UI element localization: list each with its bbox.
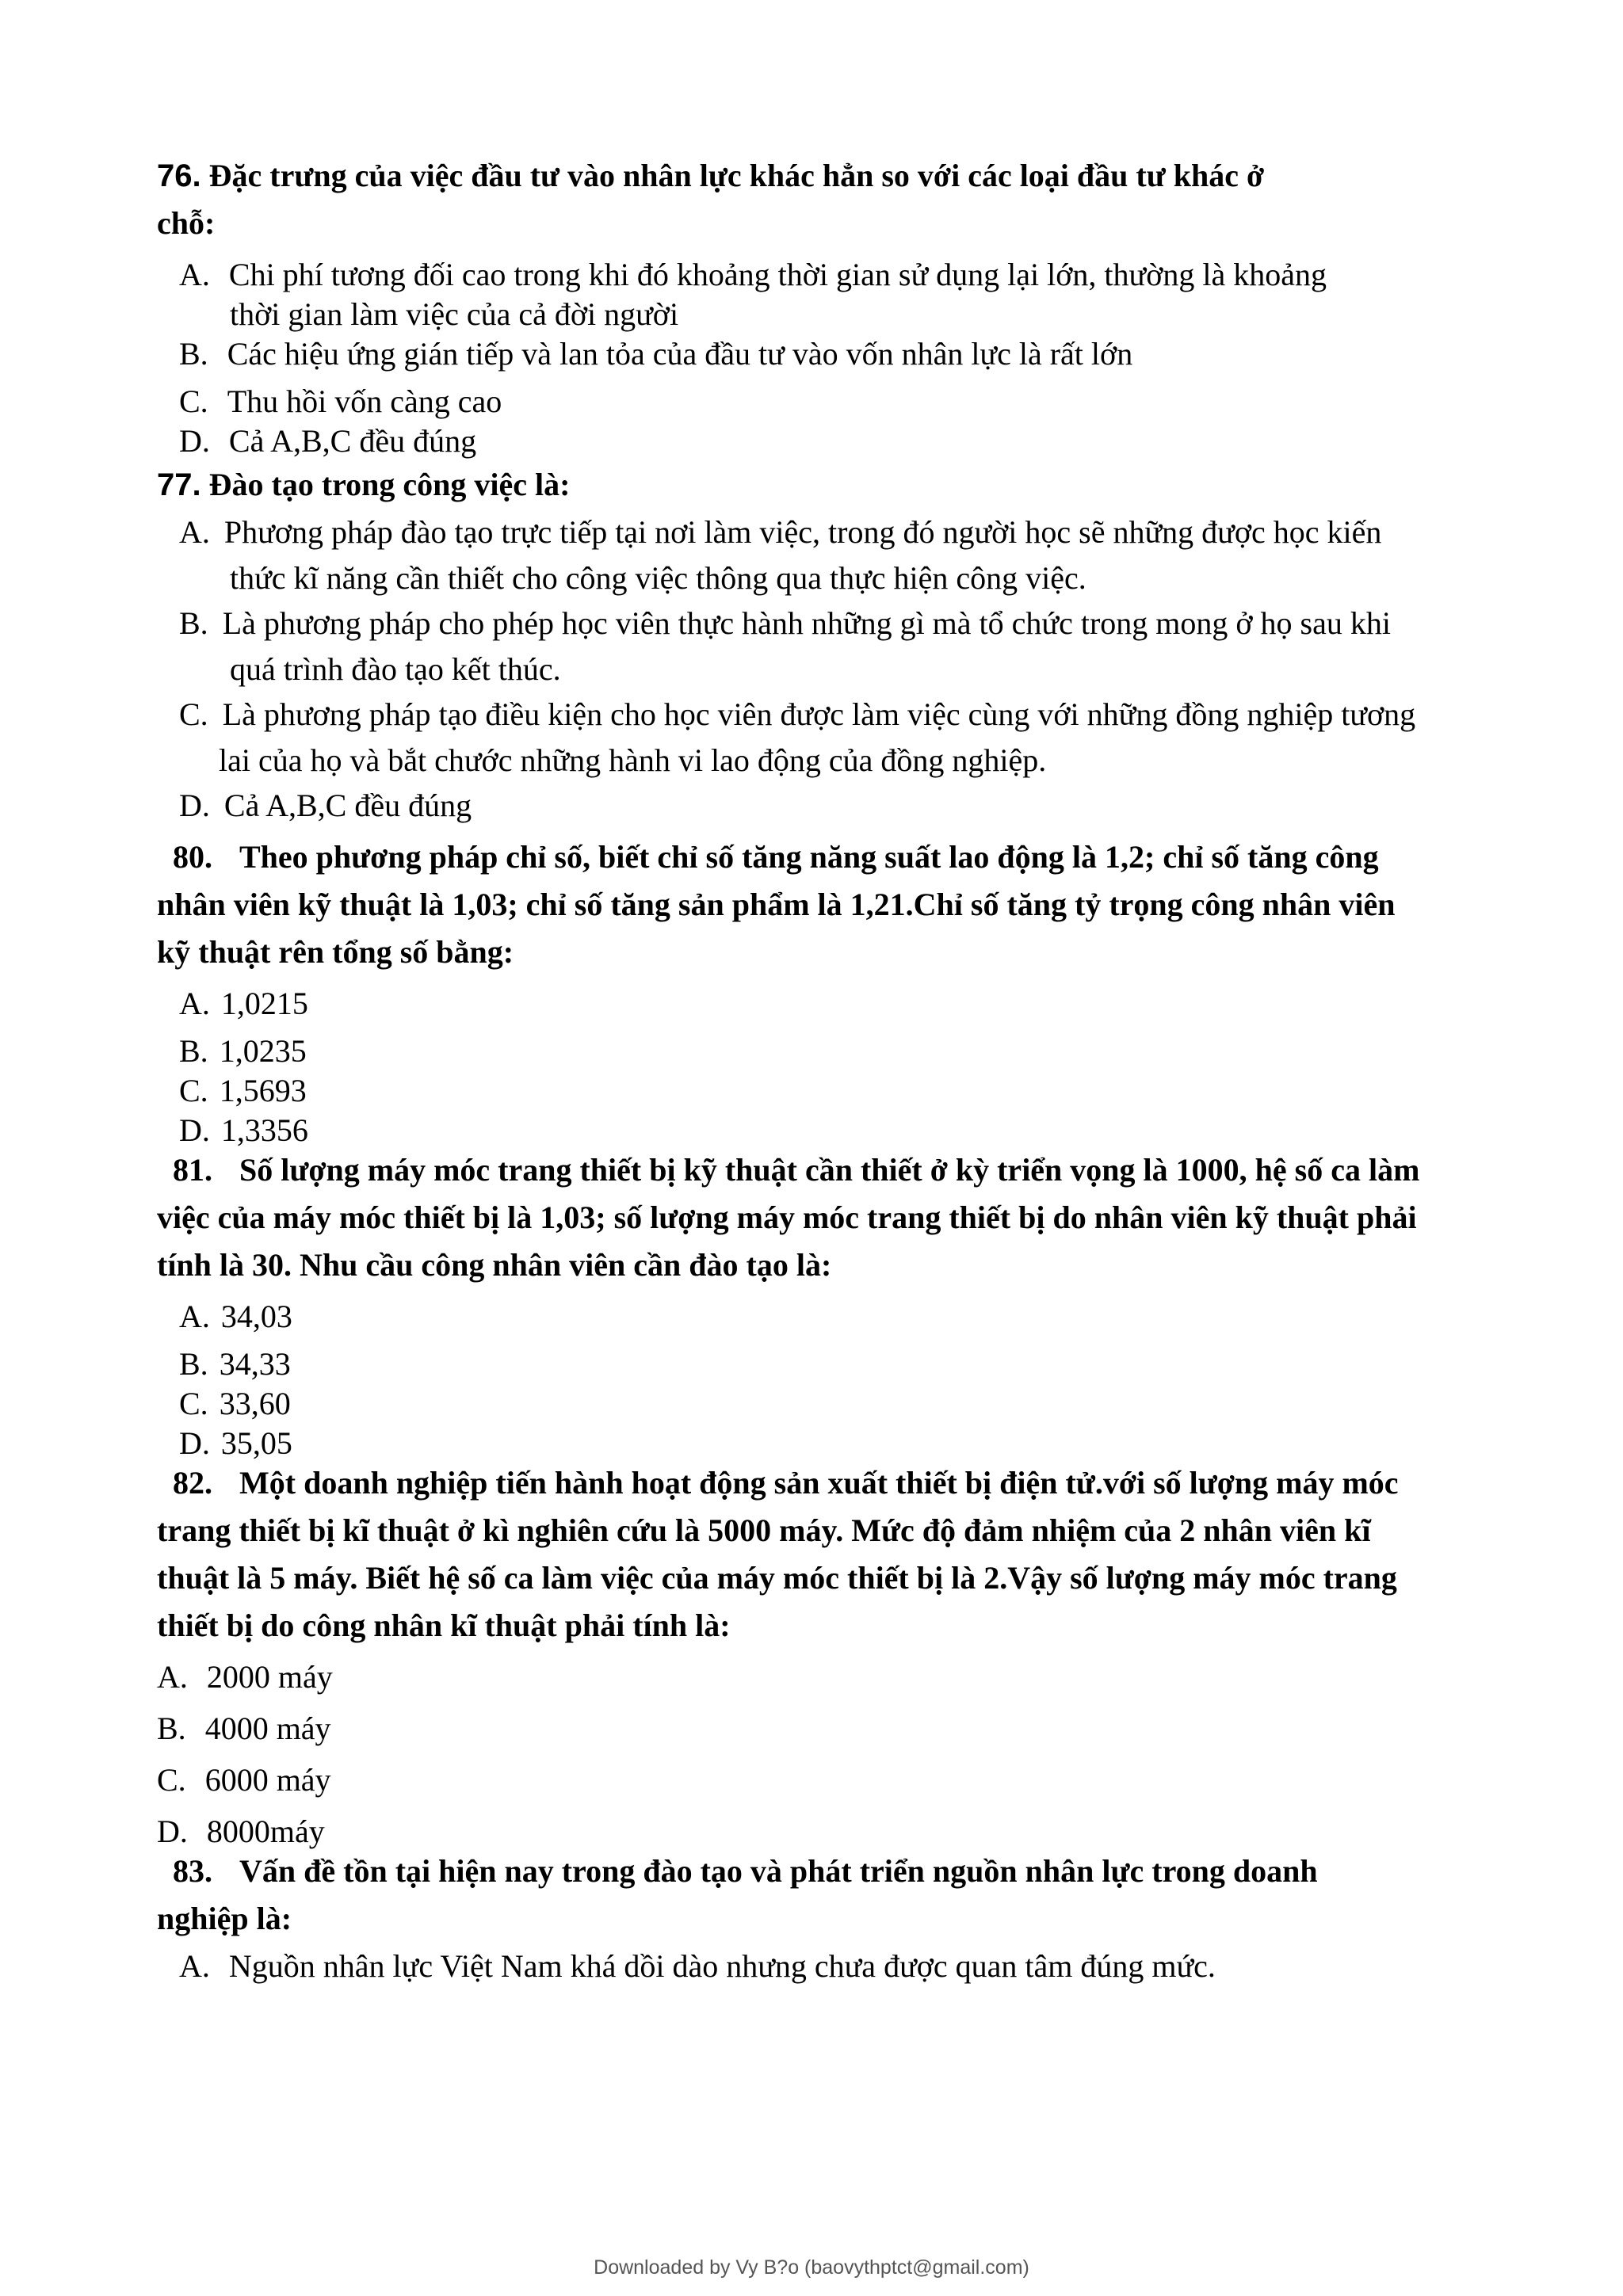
question-text: thiết bị do công nhân kĩ thuật phải tính là:	[157, 1608, 731, 1643]
question-text: Số lượng máy móc trang thiết bị kỹ thuật cần thiết ở kỳ triển vọng là 1000, hệ số ca làm	[239, 1152, 1420, 1188]
option-82-c[interactable]	[157, 1760, 331, 1800]
option-letter: C.	[179, 383, 208, 419]
option-text: 6000 máy	[204, 1762, 331, 1798]
option-82-a[interactable]	[157, 1657, 333, 1697]
option-80-c[interactable]	[179, 1071, 307, 1111]
option-77-a[interactable]	[179, 513, 1381, 552]
option-text: Thu hồi vốn càng cao	[227, 383, 502, 419]
option-text: 34,33	[219, 1346, 291, 1382]
question-number: 83.	[173, 1853, 212, 1889]
option-text: Cả A,B,C đều đúng	[228, 423, 477, 459]
option-text: 1,5693	[219, 1073, 307, 1108]
option-letter: B.	[179, 605, 208, 641]
option-80-a[interactable]	[179, 984, 308, 1024]
question-number: 82.	[173, 1465, 212, 1501]
option-letter: D.	[179, 423, 210, 459]
option-text: 33,60	[219, 1386, 291, 1421]
question-number: 81.	[173, 1152, 212, 1188]
question-text: thuật là 5 máy. Biết hệ số ca làm việc của máy móc thiết bị là 2.Vậy số lượng máy móc trang	[157, 1560, 1397, 1596]
option-letter: B.	[179, 336, 208, 372]
option-76-b[interactable]	[179, 334, 1132, 374]
question-number: 76.	[157, 158, 201, 193]
option-letter: D.	[179, 788, 210, 823]
option-text: Nguồn nhân lực Việt Nam khá dồi dào nhưng chưa được quan tâm đúng mức.	[228, 1948, 1216, 1984]
question-number: 77.	[157, 467, 201, 502]
option-text: 2000 máy	[206, 1659, 333, 1695]
option-text: 1,0235	[219, 1033, 307, 1069]
option-letter: A.	[179, 1948, 210, 1984]
option-letter: C.	[179, 1386, 208, 1421]
question-text: Vấn đề tồn tại hiện nay trong đào tạo và phát triển nguồn nhân lực trong doanh	[239, 1853, 1318, 1889]
option-76-a[interactable]	[179, 255, 1327, 295]
question-text: Theo phương pháp chỉ số, biết chỉ số tăng năng suất lao động là 1,2; chỉ số tăng công	[239, 839, 1379, 875]
option-letter: A.	[179, 986, 210, 1021]
option-text: 8000máy	[206, 1814, 325, 1849]
question-text: trang thiết bị kĩ thuật ở kì nghiên cứu là 5000 máy. Mức độ đảm nhiệm của 2 nhân viên kĩ	[157, 1512, 1371, 1548]
option-letter: D.	[179, 1112, 210, 1148]
option-82-b[interactable]	[157, 1709, 331, 1749]
option-text: 1,3356	[220, 1112, 308, 1148]
option-letter: C.	[179, 1073, 208, 1108]
option-83-a[interactable]	[179, 1947, 1216, 1986]
option-letter: C.	[157, 1762, 186, 1798]
option-text: 35,05	[220, 1425, 292, 1461]
option-letter: A.	[179, 257, 210, 292]
option-text: Là phương pháp tạo điều kiện cho học viên được làm việc cùng với những đồng nghiệp tương	[222, 696, 1416, 732]
option-text: 1,0215	[220, 986, 308, 1021]
option-text: 4000 máy	[204, 1711, 331, 1746]
option-77-b[interactable]	[179, 604, 1391, 643]
question-text: Đào tạo trong công việc là:	[208, 467, 571, 502]
question-76	[157, 152, 1472, 247]
option-77-c[interactable]	[179, 695, 1415, 734]
question-text: chỗ:	[157, 205, 216, 241]
question-text: Đặc trưng của việc đầu tư vào nhân lực khác hẳn so với các loại đầu tư khác ở	[208, 158, 1265, 193]
question-77	[157, 461, 1472, 509]
option-77-a-cont: thức kĩ năng cần thiết cho công việc thông qua thực hiện công việc.	[230, 560, 1086, 596]
question-number: 80.	[173, 839, 212, 875]
question-text: tính là 30. Nhu cầu công nhân viên cần đào tạo là:	[157, 1247, 832, 1283]
option-letter: B.	[179, 1346, 208, 1382]
option-text: Phương pháp đào tạo trực tiếp tại nơi làm việc, trong đó người học sẽ những được học kiến	[223, 514, 1382, 550]
option-text: Các hiệu ứng gián tiếp và lan tỏa của đầu tư vào vốn nhân lực là rất lớn	[227, 336, 1133, 372]
question-text: kỹ thuật rên tổng số bằng:	[157, 934, 514, 970]
option-letter: B.	[179, 1033, 208, 1069]
option-letter: D.	[179, 1425, 210, 1461]
option-letter: A.	[179, 514, 210, 550]
question-text: nghiệp là:	[157, 1901, 292, 1936]
question-80	[157, 833, 1472, 976]
option-letter: B.	[157, 1711, 186, 1746]
question-text: Một doanh nghiệp tiến hành hoạt động sản xuất thiết bị điện tử.với số lượng máy móc	[239, 1465, 1399, 1501]
option-76-d[interactable]	[179, 421, 476, 461]
option-77-b-cont: quá trình đào tạo kết thúc.	[230, 651, 561, 687]
option-letter: C.	[179, 696, 208, 732]
option-81-b[interactable]	[179, 1344, 291, 1384]
option-letter: D.	[157, 1814, 188, 1849]
option-letter: A.	[179, 1299, 210, 1334]
option-81-d[interactable]	[179, 1424, 292, 1463]
option-text: Cả A,B,C đều đúng	[223, 788, 472, 823]
option-76-c[interactable]	[179, 382, 502, 421]
option-81-c[interactable]	[179, 1384, 291, 1424]
question-81	[157, 1146, 1472, 1289]
option-80-d[interactable]	[179, 1111, 308, 1150]
option-76-a-cont: thời gian làm việc của cả đời người	[230, 296, 679, 332]
option-text: Là phương pháp cho phép học viên thực hành những gì mà tổ chức trong mong ở họ sau khi	[222, 605, 1391, 641]
question-83	[157, 1848, 1472, 1943]
option-77-c-cont: lai của họ và bắt chước những hành vi lao động của đồng nghiệp.	[219, 742, 1047, 778]
question-text: nhân viên kỹ thuật là 1,03; chỉ số tăng sản phẩm là 1,21.Chỉ số tăng tỷ trọng công nhân viên	[157, 887, 1396, 922]
option-81-a[interactable]	[179, 1297, 292, 1337]
option-77-d[interactable]	[179, 786, 472, 826]
option-text: Chi phí tương đối cao trong khi đó khoảng thời gian sử dụng lại lớn, thường là khoảng	[228, 257, 1327, 292]
question-82	[157, 1459, 1472, 1650]
option-text: 34,03	[220, 1299, 292, 1334]
question-text: việc của máy móc thiết bị là 1,03; số lượng máy móc trang thiết bị do nhân viên kỹ thuật phải	[157, 1199, 1417, 1235]
download-footer: Downloaded by Vy B?o (baovythptct@gmail.com)	[594, 2256, 1029, 2279]
option-82-d[interactable]	[157, 1812, 325, 1852]
option-80-b[interactable]	[179, 1032, 307, 1071]
option-letter: A.	[157, 1659, 188, 1695]
